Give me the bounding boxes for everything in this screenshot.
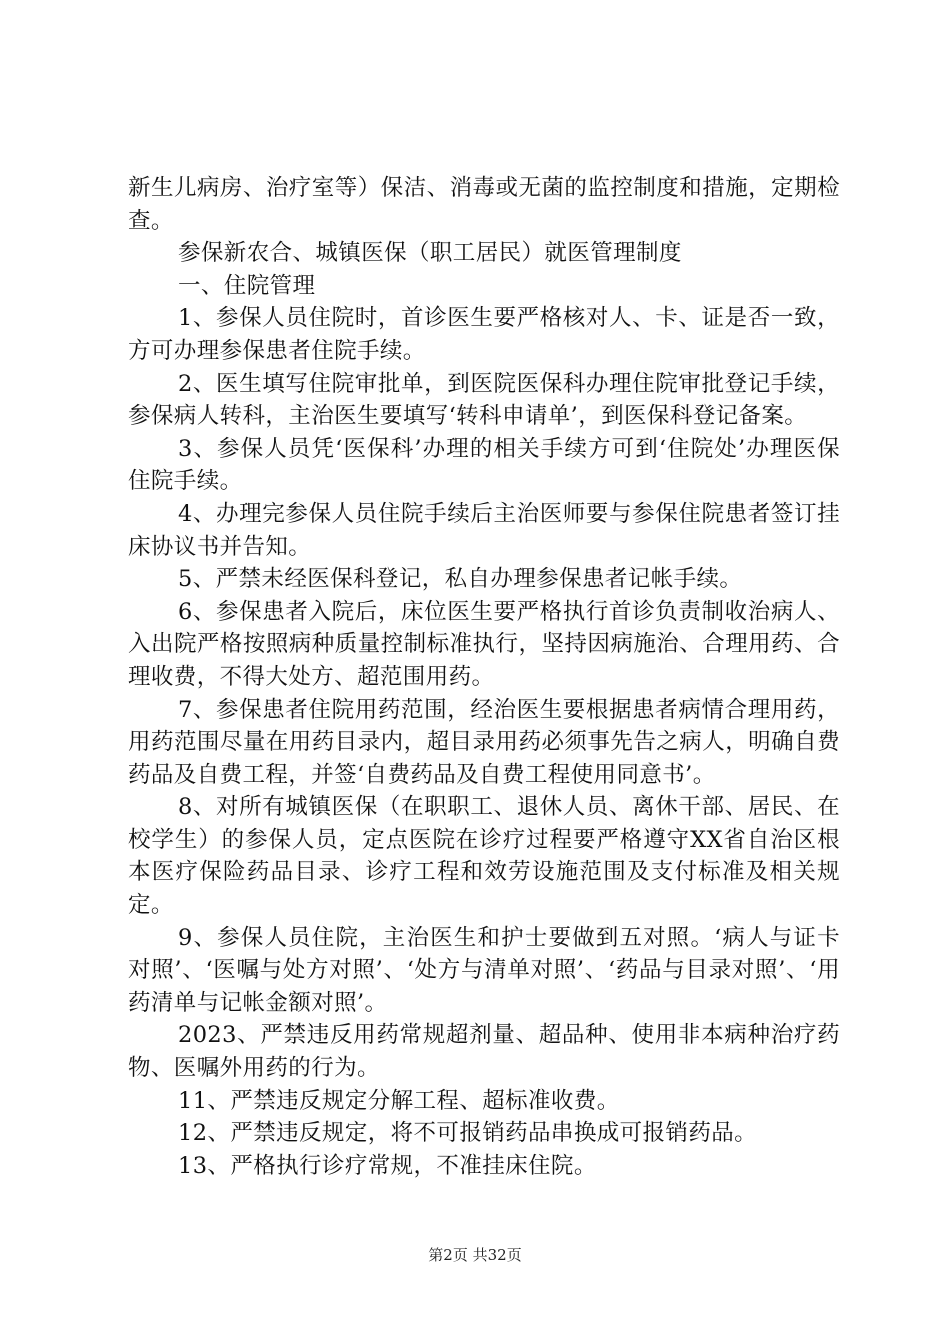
page-number-footer: 第2页 共32页 (428, 1246, 522, 1264)
list-item: 6、参保患者入院后，床位医生要严格执行首诊负责制收治病人、入出院严格按照病种质量控制标准执行，坚持因病施治、合理用药、合理收费，不得大处方、超范围用药。 (128, 598, 840, 690)
section-title: 参保新农合、城镇医保（职工居民）就医管理制度 (178, 240, 682, 267)
list-item: 7、参保患者住院用药范围，经治医生要根据患者病情合理用药，用药范围尽量在用药目录内，超目录用药必须事先告之病人，明确自费药品及自费工程，并签‘自费药品及自费工程使用同意书’。 (128, 696, 840, 788)
list-item: 11、严禁违反规定分解工程、超标准收费。 (178, 1087, 620, 1114)
list-item: 2、医生填写住院审批单，到医院医保科办理住院审批登记手续，参保病人转科，主治医生要填写‘转科申请单’，到医保科登记备案。 (128, 370, 840, 430)
list-item: 8、对所有城镇医保（在职职工、退休人员、离休干部、居民、在校学生）的参保人员，定点医院在诊疗过程要严格遵守XX省自治区根本医疗保险药品目录、诊疗工程和效劳设施范围及支付标准及相关规定。 (128, 794, 840, 919)
list-item: 5、严禁未经医保科登记，私自办理参保患者记帐手续。 (178, 566, 743, 593)
subsection-heading: 一、住院管理 (178, 272, 316, 299)
list-item: 9、参保人员住院，主治医生和护士要做到五对照。‘病人与证卡对照’、‘医嘱与处方对照’、‘处方与清单对照’、‘药品与目录对照’、‘用药清单与记帐金额对照’。 (128, 924, 840, 1016)
list-item: 3、参保人员凭‘医保科’办理的相关手续方可到‘住院处’办理医保住院手续。 (128, 435, 840, 495)
list-item: 12、严禁违反规定，将不可报销药品串换成可报销药品。 (178, 1120, 758, 1147)
list-item: 13、严格执行诊疗常规，不准挂床住院。 (178, 1152, 597, 1179)
list-item: 4、办理完参保人员住院手续后主治医师要与参保住院患者签订挂床协议书并告知。 (128, 500, 840, 560)
paragraph-continued: 新生儿病房、治疗室等）保洁、消毒或无菌的监控制度和措施，定期检查。 (128, 175, 840, 234)
list-item: 1、参保人员住院时，首诊医生要严格核对人、卡、证是否一致，方可办理参保患者住院手续。 (128, 305, 840, 364)
document-body (128, 172, 840, 1182)
list-item: 2023、严禁违反用药常规超剂量、超品种、使用非本病种治疗药物、医嘱外用药的行为。 (128, 1022, 840, 1082)
